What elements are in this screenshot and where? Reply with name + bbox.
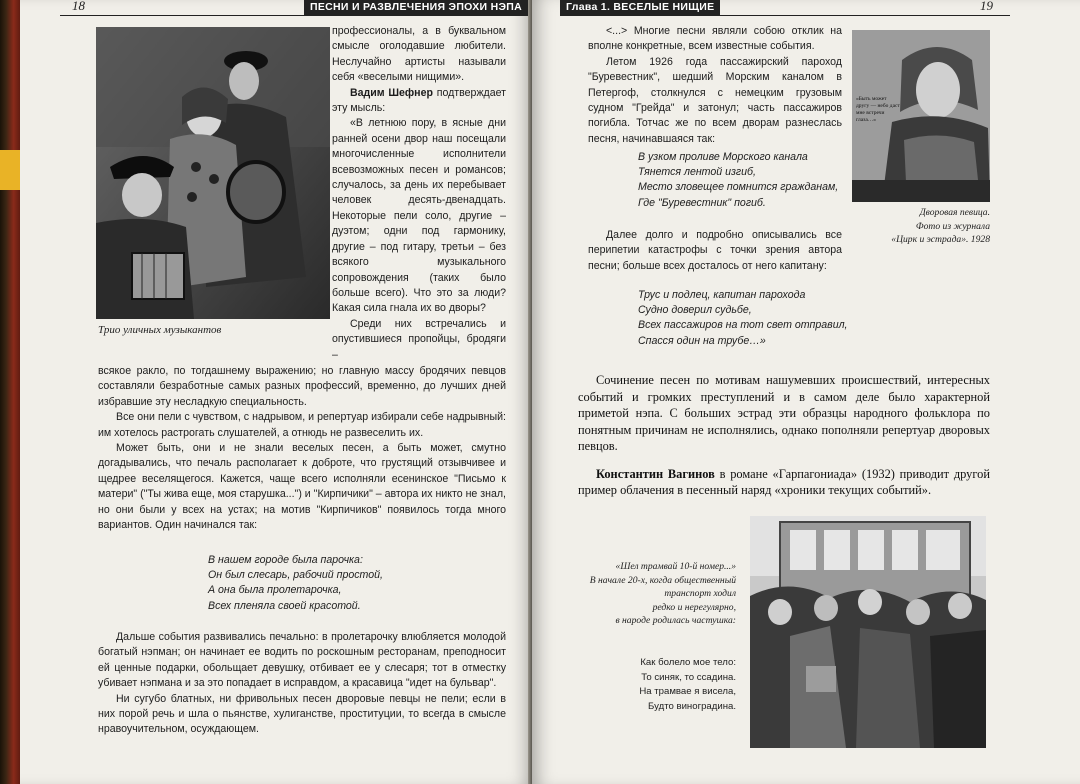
- right-intro-para-1: <...> Многие песни являли собою отклик на вполне конкретные, всем известные события.: [588, 25, 842, 53]
- left-full-para-3: Может быть, они и не знали веселых песен, а быть может, смутно догадывались, что печаль располагает к доброте, что грустящий отзывчивее и щедрее веселящегося. Кажется, чаще всего исполняли есенинское "Письмо к матери" ("Ты жива еще, моя старушка...") и "Кирпичики" – автора их никто не знал, но они были у всех на устах; на мотив "Кирпичиков" появилось тогда много вариантов. Один начинался так:: [98, 442, 506, 532]
- right-intro-para-2: Летом 1926 года пассажирский пароход "Буревестник", шедший Морским каналом в Петергоф, столкнулся с немецким грузовым судном "Грейда" и затонул; часть пассажиров погибла. Тотчас же по всем дворам разнеслась песня, начинавшаяся так:: [588, 55, 842, 145]
- right-intro-text: [588, 24, 842, 147]
- caption-line: В начале 20-х, когда общественный: [589, 574, 736, 586]
- left-full-para-1: всякое ракло, по тогдашнему выражению; но главную массу бродячих певцов составляли безработные самых разных профессий, временно, до лучших дней избравшие эту несладкую специальность.: [98, 365, 506, 408]
- left-head-rule: [60, 15, 528, 16]
- verse-line: Как болело мое тело:: [640, 657, 736, 668]
- left-page: [20, 0, 532, 784]
- right-page-number: 19: [980, 0, 993, 13]
- left-running-head: [20, 0, 532, 16]
- right-middle-text: [588, 228, 842, 274]
- verse-line: Всех пассажиров на тот свет отправил,: [638, 319, 848, 332]
- caption-line: транспорт ходил: [664, 588, 736, 600]
- kirpichiki-verse: [208, 553, 383, 614]
- left-narrow-column: [332, 24, 506, 363]
- left-after-para-2: Ни сугубо блатных, ни фривольных песен дворовые певцы не пели; если в них порой речь и шла о пьянстве, хулиганстве, проституции, то всегда в смысле нравоучительном, осуждающем.: [98, 692, 506, 736]
- caption-line: «Шел трамвай 10-й номер...»: [615, 561, 736, 572]
- author-vaginov: Константин Вагинов: [596, 466, 715, 481]
- caption-line: в народе родилась частушка:: [615, 615, 736, 627]
- caption-line: редко и нерегулярно,: [652, 601, 736, 613]
- right-running-head: [532, 0, 1080, 16]
- right-serif-para-2: [578, 466, 990, 499]
- trio-musicians-photo: [96, 27, 330, 319]
- verse-line: Судно доверил судьбе,: [638, 304, 752, 317]
- singer-photo-caption: [832, 206, 990, 247]
- caption-line: Дворовая певица.: [919, 207, 990, 218]
- author-shefner-tail: подтверждает эту мысль:: [332, 86, 506, 115]
- author-shefner: Вадим Шефнер: [350, 86, 433, 99]
- right-page: [532, 0, 1080, 784]
- caption-line: «Цирк и эстрада». 1928: [891, 234, 990, 246]
- left-running-head-text: ПЕСНИ И РАЗВЛЕЧЕНИЯ ЭПОХИ НЭПА: [304, 0, 528, 15]
- left-full-text: [98, 364, 506, 533]
- left-full-para-2: Все они пели с чувством, с надрывом, и репертуар избирали себе надрывный: им хотелось растрогать слушателей, а отнюдь не развеселить их.: [98, 411, 506, 439]
- right-middle-para: Далее долго и подробно описывались все перипетии катастрофы с точки зрения автора песни; больше всех досталось от него капитану:: [588, 229, 842, 272]
- verse-line: В нашем городе была парочка:: [208, 554, 363, 566]
- left-col-para-3: «В летнюю пору, в ясные дни ранней осени двор наш посещали многочисленные исполнители всевозможных песен и романсов; случалось, за день их перебывает человек десять-двенадцать. Некоторые пели соло, другие – дуэтом; одни под гармонику, другие – под гитару, третьи – без всякого музыкального сопровождения (таких было больше всего). Что это за люди? Какая сила гнала их во дворы?: [332, 117, 506, 315]
- right-serif-text: [578, 372, 990, 499]
- left-page-number: 18: [72, 0, 85, 13]
- verse-line: На трамвае я висела,: [639, 686, 736, 698]
- left-col-para-1: профессионалы, а в буквальном смысле оголодавшие любители. Неслучайно артисты называли себя «веселыми нищими».: [332, 25, 506, 84]
- right-head-rule: [560, 15, 1010, 16]
- verse-line: Трус и подлец, капитан парохода: [638, 289, 806, 301]
- trio-photo-caption: Трио уличных музыкантов: [98, 324, 222, 336]
- left-after-verse: [98, 630, 506, 738]
- left-col-para-4: Среди них встречались и опустившиеся пропойцы, бродяги –: [332, 317, 506, 361]
- verse-line: Тянется лентой изгиб,: [638, 166, 756, 179]
- left-after-para-1: Дальше события развивались печально: в пролетарочку влюбляется молодой богатый нэпман; он начинает ее водить по роскошным ресторанам, преподносит ей ценные подарки, обольщает девушку, отбивает ее у слесаря; тот в отместку убивает нэпмана и за это попадает в исправдом, а красавица "идет на бульвар".: [98, 631, 506, 690]
- verse-line: Будто виноградина.: [648, 700, 736, 712]
- trio-photo-graphic: [96, 27, 330, 319]
- burevestnik-verse: [638, 150, 838, 211]
- tram-photo-graphic: [750, 516, 986, 748]
- courtyard-singer-photo: [852, 30, 990, 202]
- right-serif-para-1: Сочинение песен по мотивам нашумевших происшествий, интересных событий и громких преступлений и в самом деле было характерной приметой нэпа. С больших эстрад эти образцы народного фольклора по понятным причинам не исполнялись, однако пополняли репертуар дворовых певцов.: [578, 373, 990, 453]
- verse-line: Спасся один на трубе…»: [638, 334, 766, 347]
- singer-photo-inscription: «Быть может другу — небо даст мне встречи глаза…»: [856, 96, 900, 123]
- right-running-head-text: Глава 1. ВЕСЕЛЫЕ НИЩИЕ: [560, 0, 720, 15]
- tram-photo-caption: [572, 560, 736, 628]
- verse-line: Где "Буревестник" погиб.: [638, 196, 766, 209]
- verse-line: То синяк, то ссадина.: [641, 671, 736, 683]
- author-vaginov-tail: в романе «Гарпагониада» (1932) приводит другой пример облачения в песенный наряд «хроники текущих событий».: [578, 466, 990, 497]
- tram-crowd-photo: [750, 516, 986, 748]
- verse-line: Место зловещее помнится гражданам,: [638, 181, 839, 194]
- verse-line: Он был слесарь, рабочий простой,: [208, 569, 383, 582]
- caption-line: Фото из журнала: [915, 220, 990, 232]
- left-col-para-2: [332, 86, 506, 117]
- verse-line: А она была пролетарочка,: [208, 584, 342, 597]
- captain-verse: [638, 288, 848, 349]
- tram-chastushka-verse: [592, 656, 736, 714]
- verse-line: В узком проливе Морского канала: [638, 151, 808, 163]
- verse-line: Всех пленяла своей красотой.: [208, 599, 361, 612]
